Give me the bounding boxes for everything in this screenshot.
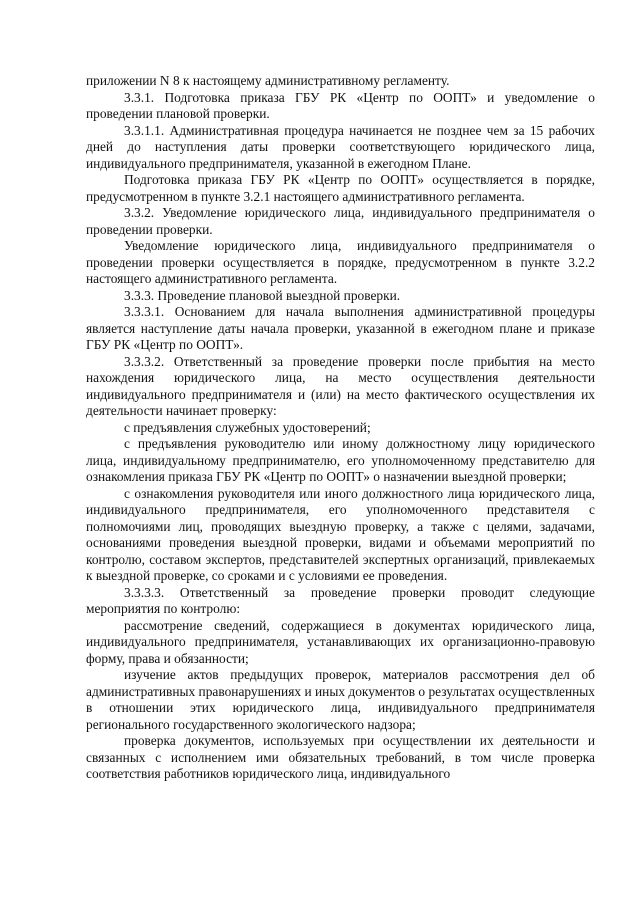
paragraph-3-3-3-1: 3.3.3.1. Основанием для начала выполнения административной процедуры является наступление даты начала проверки, указанной в ежегодном плане и приказе ГБУ РК «Центр по ООПТ». [86, 304, 595, 352]
list-item-previous-acts: изучение актов предыдущих проверок, материалов рассмотрения дел об административных правонарушениях и иных документов о результатах осуществленных в отношении этих юридического лица, индивидуального предпринимателя регионального государственного экологического надзора; [86, 667, 595, 732]
paragraph-3-3-3-3: 3.3.3.3. Ответственный за проведение проверки проводит следующие мероприятия по контролю: [86, 584, 595, 616]
paragraph-order-preparation: Подготовка приказа ГБУ РК «Центр по ООПТ» осуществляется в порядке, предусмотренном в пункте 3.2.1 настоящего административного регламента. [86, 172, 595, 204]
list-item-certificates: с предъявления служебных удостоверений; [124, 419, 371, 435]
paragraph-3-3-3-2: 3.3.3.2. Ответственный за проведение проверки после прибытия на место нахождения юридического лица, на место осуществления деятельности индивидуального предпринимателя и (или) на место фактического осуществления их деятельности начинает проверку: [86, 353, 595, 418]
list-item-documents-check: проверка документов, используемых при осуществлении их деятельности и связанных с исполнением ими обязательных требований, в том числе проверка соответствия работников юридического лица, индивидуального [86, 733, 595, 781]
list-item-documents-review: рассмотрение сведений, содержащиеся в документах юридического лица, индивидуального предпринимателя, устанавливающих их организационно-правовую форму, права и обязанности; [86, 617, 595, 666]
document-page [86, 73, 595, 783]
paragraph-3-3-1-1: 3.3.1.1. Административная процедура начинается не позднее чем за 15 рабочих дней до наступления даты проверки соответствующего юридического лица, индивидуального предпринимателя, указанной в ежегодном Плане. [86, 122, 595, 171]
paragraph-3-3-1: 3.3.1. Подготовка приказа ГБУ РК «Центр по ООПТ» и уведомление о проведении плановой проверки. [86, 89, 595, 121]
list-item-familiarization: с ознакомления руководителя или иного должностного лица юридического лица, индивидуального предпринимателя, его уполномоченного представителя с полномочиями лиц, проводящих выездную проверку, а также с целями, задачами, основаниями проведения выездной проверки, видами и объемами мероприятий по контролю, составом экспертов, представителей экспертных организаций, привлекаемых к выездной проверке, со сроками и с условиями ее проведения. [86, 485, 595, 583]
paragraph-3-3-2: 3.3.2. Уведомление юридического лица, индивидуального предпринимателя о проведении проверки. [86, 205, 595, 237]
paragraph-notification: Уведомление юридического лица, индивидуального предпринимателя о проведении проверки осуществляется в порядке, предусмотренном в пункте 3.2.2 настоящего административного регламента. [86, 238, 595, 286]
paragraph-continuation: приложении N 8 к настоящему административному регламенту. [86, 73, 450, 88]
paragraph-3-3-3: 3.3.3. Проведение плановой выездной проверки. [124, 287, 401, 303]
list-item-order-presentation: с предъявления руководителю или иному должностному лицу юридического лица, индивидуальному предпринимателю, его уполномоченному представителю для ознакомления приказа ГБУ РК «Центр по ООПТ» о назначении выездной проверки; [86, 436, 595, 484]
